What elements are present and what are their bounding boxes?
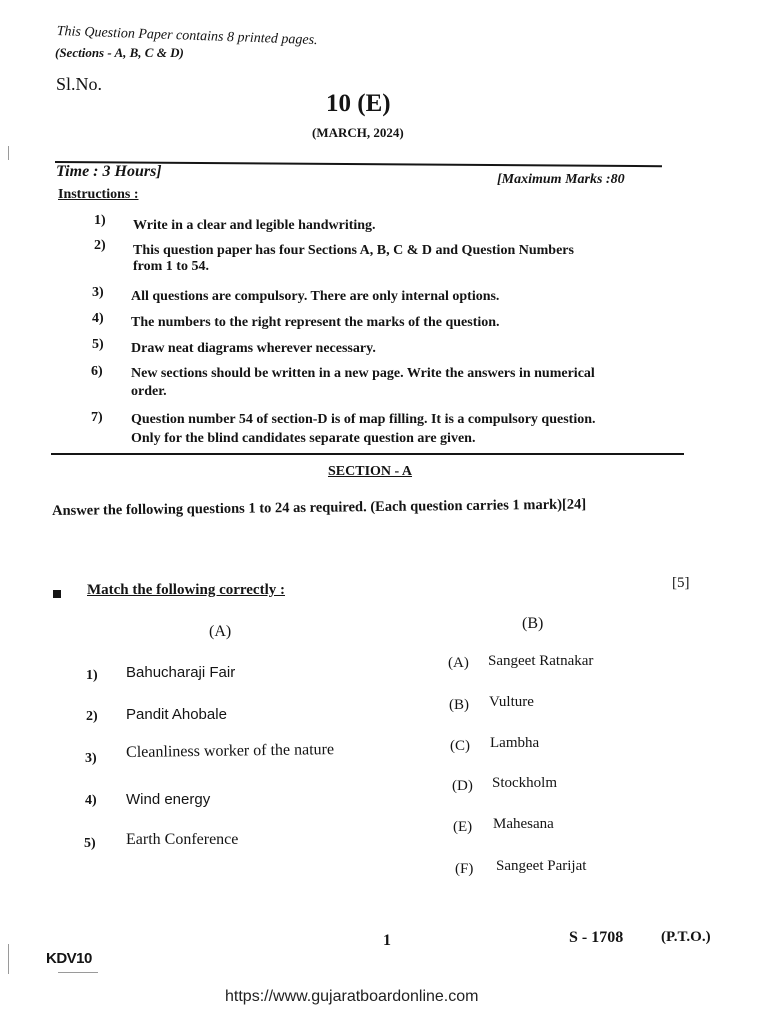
scan-speck — [8, 944, 9, 974]
instruction-number: 2) — [94, 238, 106, 253]
match-item-text: Earth Conference — [126, 831, 239, 848]
scan-speck — [8, 146, 9, 160]
match-option-text: Sangeet Ratnakar — [488, 653, 594, 669]
match-heading-text: Match the following correctly : — [87, 582, 285, 598]
bullet-icon — [53, 590, 61, 598]
match-option-label: (F) — [455, 861, 474, 877]
match-option-text: Stockholm — [492, 775, 558, 791]
match-option-label: (B) — [449, 697, 469, 713]
match-option-label: (D) — [452, 778, 473, 794]
scan-speck — [58, 972, 98, 973]
match-item-text: Cleanliness worker of the nature — [126, 741, 335, 761]
match-item-number: 2) — [86, 709, 98, 724]
time-allowed: Time : 3 Hours] — [56, 163, 162, 180]
instruction-text: This question paper has four Sections A, B, C & D and Question Numbers — [133, 243, 574, 258]
printed-pages-note: This Question Paper contains 8 printed pages. — [56, 24, 318, 49]
paper-id: S - 1708 — [569, 929, 624, 946]
column-b-header: (B) — [522, 615, 544, 632]
instruction-number: 1) — [94, 213, 106, 228]
match-item-text: Bahucharaji Fair — [126, 664, 236, 681]
kdv-code: KDV10 — [46, 950, 92, 967]
match-item-number: 3) — [85, 751, 97, 766]
instruction-number: 3) — [92, 285, 104, 300]
instruction-text: from 1 to 54. — [133, 259, 209, 274]
instruction-text: order. — [131, 384, 167, 399]
instruction-text: The numbers to the right represent the marks of the question. — [131, 315, 500, 330]
match-item-text: Pandit Ahobale — [126, 706, 227, 723]
instructions-heading: Instructions : — [58, 187, 139, 202]
match-item-number: 4) — [85, 793, 97, 808]
match-item-number: 1) — [86, 668, 98, 683]
section-title: SECTION - A — [328, 464, 413, 479]
instruction-number: 4) — [92, 311, 104, 326]
instruction-text: New sections should be written in a new page. Write the answers in numerical — [131, 366, 595, 381]
match-heading — [87, 582, 285, 599]
match-option-label: (E) — [453, 819, 473, 835]
match-marks: [5] — [672, 575, 690, 591]
instruction-text: Question number 54 of section-D is of map filling. It is a compulsory question. — [131, 412, 596, 427]
pto-label: (P.T.O.) — [661, 929, 711, 945]
match-option-text: Lambha — [490, 735, 540, 751]
match-option-text: Mahesana — [493, 816, 554, 832]
match-option-text: Sangeet Parijat — [496, 858, 587, 874]
page-number: 1 — [383, 932, 391, 949]
instruction-number: 5) — [92, 337, 104, 352]
column-a-header: (A) — [209, 623, 232, 640]
instructions-bottom-rule — [51, 453, 684, 455]
sections-note: (Sections - A, B, C & D) — [55, 45, 184, 60]
match-option-label: (C) — [450, 738, 470, 754]
instruction-number: 6) — [91, 364, 103, 379]
instruction-text: Write in a clear and legible handwriting. — [133, 218, 376, 233]
instruction-text: All questions are compulsory. There are only internal options. — [131, 289, 500, 304]
exam-date: (MARCH, 2024) — [312, 125, 404, 140]
maximum-marks: [Maximum Marks :80 — [497, 172, 625, 187]
website-url[interactable]: https://www.gujaratboardonline.com — [225, 988, 479, 1005]
instruction-number: 7) — [91, 410, 103, 425]
match-item-text: Wind energy — [126, 791, 211, 808]
serial-number-label: Sl.No. — [56, 74, 103, 94]
paper-code: 10 (E) — [326, 90, 391, 117]
section-instruction: Answer the following questions 1 to 24 as required. (Each question carries 1 mark)[24] — [52, 496, 587, 519]
match-option-label: (A) — [448, 655, 469, 671]
match-item-number: 5) — [84, 836, 96, 851]
match-option-text: Vulture — [489, 694, 534, 710]
instruction-text: Draw neat diagrams wherever necessary. — [131, 341, 376, 356]
instruction-text: Only for the blind candidates separate question are given. — [131, 431, 476, 446]
